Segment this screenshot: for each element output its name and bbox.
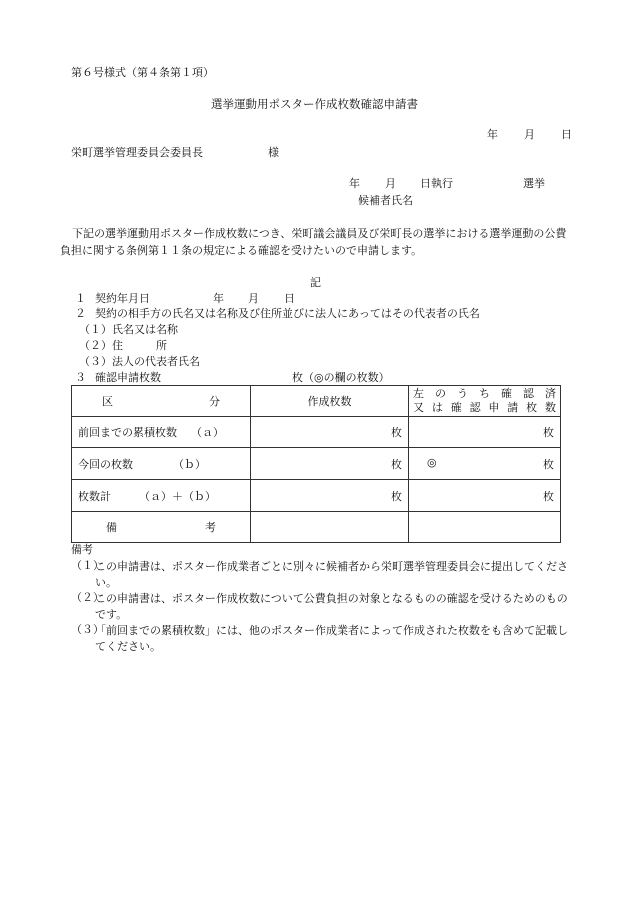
item-1-year: 年	[213, 292, 224, 305]
item-2-sub-name: （１）氏名又は名称	[79, 323, 178, 336]
row-label: 今回の枚数	[78, 457, 133, 471]
item-3-label: 確認申請枚数	[95, 371, 161, 384]
addressee-name: 栄町選挙管理委員会委員長	[71, 146, 203, 159]
double-circle-mark: ◎	[427, 455, 437, 469]
row-label: 枚数計	[78, 489, 111, 503]
item-1-label: 契約年月日	[95, 292, 150, 305]
header-confirmed-count: 左のうち確認済 又は確認申請枚数	[409, 386, 561, 417]
note-number: （３）	[71, 623, 104, 636]
election-month: 月	[385, 177, 396, 190]
note-text: この申請書は、ポスター作成枚数について公費負担の対象となるものの確認を受けるためのものです。	[95, 592, 568, 621]
header-category: 区 分	[72, 386, 251, 417]
election-day-exec: 日執行	[420, 177, 453, 190]
table-row	[72, 448, 561, 480]
table-header-row	[72, 386, 561, 417]
item-3-suffix: 枚（◎の欄の枚数）	[292, 371, 390, 384]
date-month: 月	[524, 128, 535, 141]
remarks-cell[interactable]	[409, 512, 561, 543]
row-tag: （ａ）	[191, 426, 224, 439]
produced-count-cell[interactable]: 枚	[251, 448, 409, 480]
election-year: 年	[349, 177, 360, 190]
table-row	[72, 480, 561, 512]
item-2-sub-address: （２）住 所	[79, 339, 167, 352]
note-number: （１）	[71, 559, 104, 572]
poster-count-table	[71, 385, 561, 543]
row-tag: （ｂ）	[173, 457, 206, 471]
row-tag: （ａ）＋（ｂ）	[139, 489, 216, 503]
date-year: 年	[487, 128, 498, 141]
remarks-cell[interactable]	[251, 512, 409, 543]
note-number: （２）	[71, 591, 104, 604]
header-produced-count: 作成枚数	[251, 386, 409, 417]
item-1-number: １	[75, 292, 86, 305]
addressee-honorific: 様	[268, 146, 279, 159]
item-2-sub-representative: （３）法人の代表者氏名	[79, 355, 200, 368]
election-type: 選挙	[523, 177, 545, 190]
remarks-label: 備 考	[72, 512, 251, 543]
item-2-label: 契約の相手方の氏名又は名称及び住所並びに法人にあってはその代表者の氏名	[95, 307, 480, 320]
row-label: 前回までの累積枚数	[78, 426, 177, 439]
notes-title: 備考	[71, 543, 93, 556]
confirmed-count-cell[interactable]: 枚	[409, 480, 561, 512]
table-row	[72, 417, 561, 448]
item-1-day: 日	[284, 292, 295, 305]
form-number: 第６号様式（第４条第１項）	[71, 66, 214, 79]
produced-count-cell[interactable]: 枚	[251, 417, 409, 448]
ki-heading: 記	[310, 276, 321, 289]
date-day: 日	[561, 128, 572, 141]
note-text: この申請書は、ポスター作成業者ごとに別々に候補者から栄町選挙管理委員会に提出してください。	[95, 560, 568, 589]
candidate-name-label: 候補者氏名	[358, 194, 413, 207]
document-title: 選挙運動用ポスター作成枚数確認申請書	[211, 97, 418, 111]
note-text: 「前回までの累積枚数」には、他のポスター作成業者によって作成された枚数をも含めて記載してください。	[95, 624, 568, 653]
confirmed-count-cell[interactable]: ◎ 枚	[409, 448, 561, 480]
intro-paragraph: 下記の選挙運動用ポスター作成枚数につき、栄町議会議員及び栄町長の選挙における選挙運動の公費負担に関する条例第１１条の規定による確認を受けたいので申請します。	[60, 227, 567, 257]
item-2-number: ２	[75, 307, 86, 320]
remarks-row	[72, 512, 561, 543]
confirmed-count-cell[interactable]: 枚	[409, 417, 561, 448]
item-1-month: 月	[248, 292, 259, 305]
item-3-number: ３	[75, 371, 86, 384]
produced-count-cell[interactable]: 枚	[251, 480, 409, 512]
